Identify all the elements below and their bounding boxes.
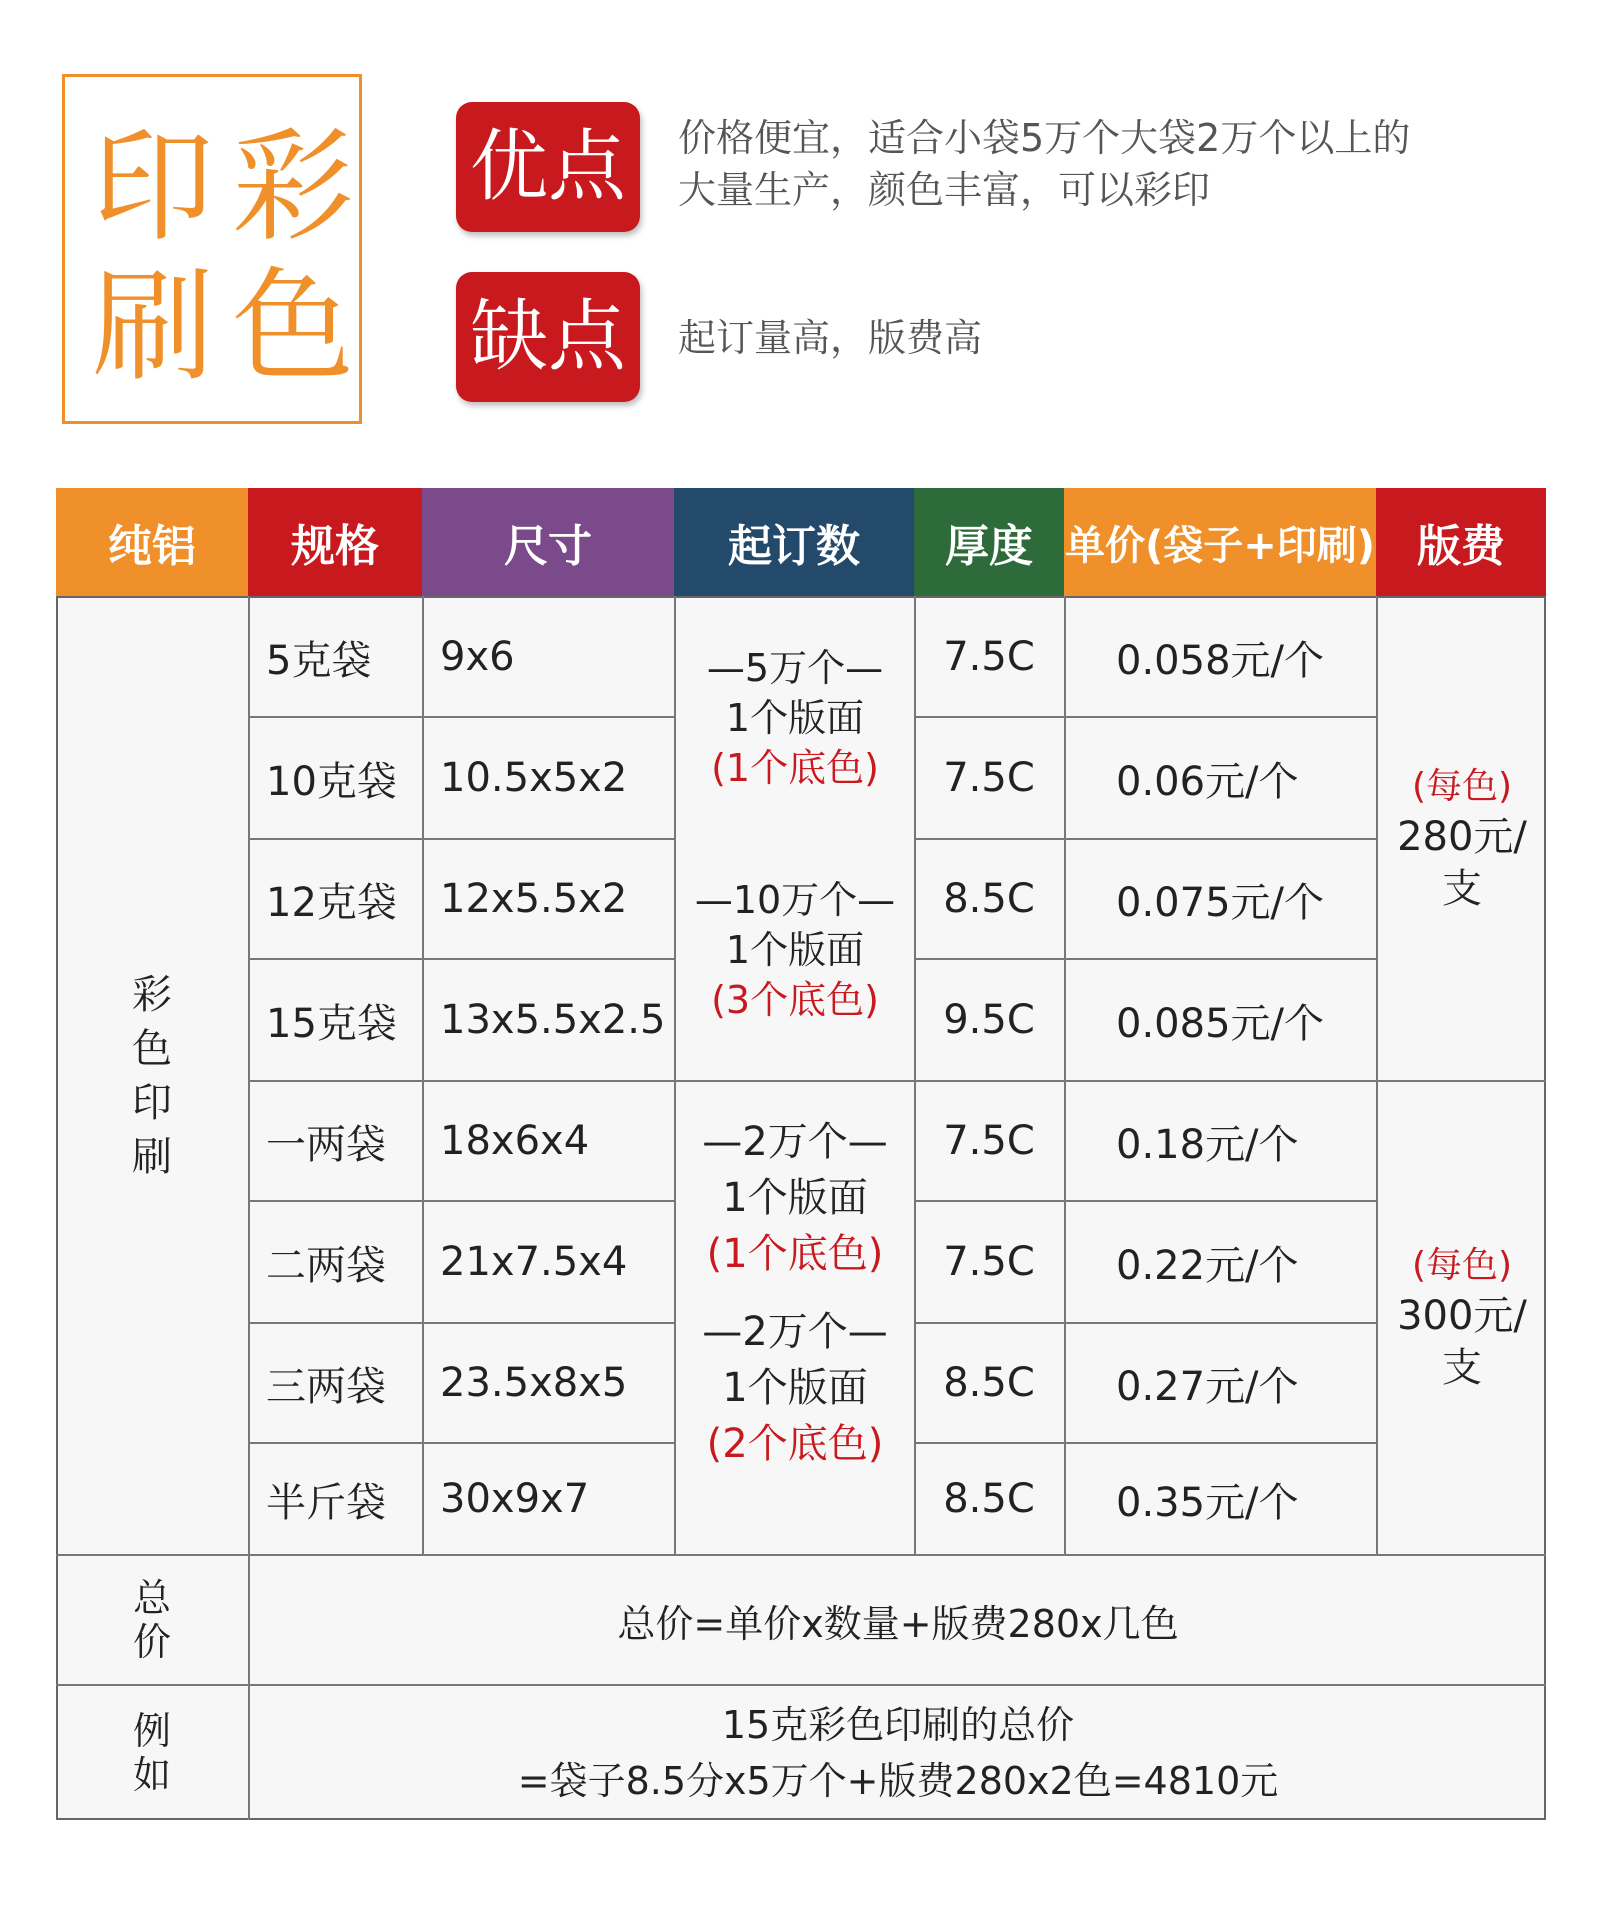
thickness-cell: 9.5C bbox=[943, 997, 1035, 1043]
example-line: 15克彩色印刷的总价 bbox=[721, 1703, 1075, 1747]
thickness-cell: 8.5C bbox=[943, 1360, 1035, 1406]
thickness-cell: 8.5C bbox=[943, 876, 1035, 922]
moq-block bbox=[676, 1098, 914, 1298]
price-cell: 0.22元/个 bbox=[1116, 1242, 1299, 1289]
moq-block bbox=[676, 1288, 914, 1488]
thickness-cell: 8.5C bbox=[943, 1476, 1035, 1522]
header-moq: 起订数 bbox=[674, 488, 914, 596]
pros-line: 价格便宜，适合小袋5万个大袋2万个以上的 bbox=[678, 116, 1411, 160]
spec-cell: 10克袋 bbox=[266, 758, 397, 805]
moq-block bbox=[676, 628, 914, 808]
price-cell: 0.35元/个 bbox=[1116, 1479, 1299, 1526]
price-cell: 0.06元/个 bbox=[1116, 758, 1299, 805]
vertical-char: 刷 bbox=[132, 1134, 172, 1180]
header-aluminum: 纯铝 bbox=[56, 488, 248, 596]
category-label bbox=[56, 596, 248, 1556]
vertical-char: 如 bbox=[132, 1753, 171, 1797]
moq-base-color: (1个底色) bbox=[711, 746, 879, 790]
moq-quantity: —10万个— bbox=[694, 878, 896, 922]
total-formula: 总价=单价x数量+版费280x几色 bbox=[617, 1601, 1179, 1646]
grid-line bbox=[674, 1080, 914, 1082]
moq-base-color: (1个底色) bbox=[706, 1231, 884, 1277]
spec-cell: 半斤袋 bbox=[266, 1479, 386, 1526]
vertical-char: 色 bbox=[132, 1026, 172, 1072]
pros-badge: 优点 bbox=[456, 102, 640, 232]
plate-fee-value: 280元/支 bbox=[1397, 814, 1527, 912]
header-thickness: 厚度 bbox=[914, 488, 1064, 596]
title-text bbox=[83, 117, 353, 397]
spec-cell: 一两袋 bbox=[266, 1121, 386, 1168]
cons-description: 起订量高，版费高 bbox=[678, 316, 983, 360]
title-char: 彩 bbox=[232, 116, 354, 258]
spec-cell: 15克袋 bbox=[266, 1000, 397, 1047]
cons-badge: 缺点 bbox=[456, 272, 640, 402]
plate-fee-value: 300元/支 bbox=[1397, 1293, 1527, 1391]
size-cell: 10.5x5x2 bbox=[440, 755, 628, 801]
price-cell: 0.075元/个 bbox=[1116, 879, 1324, 926]
thickness-cell: 7.5C bbox=[943, 1239, 1035, 1285]
spec-cell: 三两袋 bbox=[266, 1363, 386, 1410]
spec-cell: 二两袋 bbox=[266, 1242, 386, 1289]
size-cell: 12x5.5x2 bbox=[440, 876, 628, 922]
header-unit-price: 单价(袋子+印刷) bbox=[1064, 488, 1376, 596]
example-text bbox=[250, 1686, 1546, 1820]
title-char: 刷 bbox=[92, 256, 214, 398]
moq-block bbox=[676, 860, 914, 1040]
vertical-char: 总 bbox=[132, 1576, 171, 1620]
moq-quantity: —2万个— bbox=[702, 1309, 888, 1355]
vertical-char: 价 bbox=[132, 1620, 171, 1664]
plate-fee-note: (每色) bbox=[1411, 1245, 1513, 1286]
header-spec: 规格 bbox=[248, 488, 422, 596]
vertical-char: 例 bbox=[132, 1709, 171, 1753]
price-cell: 0.27元/个 bbox=[1116, 1363, 1299, 1410]
example-line: =袋子8.5分x5万个+版费280x2色=4810元 bbox=[517, 1759, 1279, 1803]
price-table bbox=[56, 488, 1546, 1820]
moq-base-color: (3个底色) bbox=[711, 978, 879, 1022]
header-plate-fee: 版费 bbox=[1376, 488, 1546, 596]
size-cell: 23.5x8x5 bbox=[440, 1360, 628, 1406]
moq-quantity: —2万个— bbox=[702, 1119, 888, 1165]
spec-cell: 12克袋 bbox=[266, 879, 397, 926]
thickness-cell: 7.5C bbox=[943, 634, 1035, 680]
moq-base-color: (2个底色) bbox=[706, 1421, 884, 1467]
size-cell: 18x6x4 bbox=[440, 1118, 590, 1164]
spec-cell: 5克袋 bbox=[266, 637, 372, 684]
size-cell: 9x6 bbox=[440, 634, 515, 680]
moq-quantity: —5万个— bbox=[706, 646, 884, 690]
vertical-char: 印 bbox=[132, 1080, 172, 1126]
pros-line: 大量生产，颜色丰富，可以彩印 bbox=[678, 168, 1211, 212]
moq-plate: 1个版面 bbox=[722, 1175, 868, 1221]
size-cell: 30x9x7 bbox=[440, 1476, 590, 1522]
price-cell: 0.18元/个 bbox=[1116, 1121, 1299, 1168]
moq-plate: 1个版面 bbox=[722, 1365, 868, 1411]
total-label bbox=[56, 1556, 248, 1684]
title-char: 印 bbox=[92, 116, 214, 258]
moq-plate: 1个版面 bbox=[725, 696, 865, 740]
pros-description bbox=[678, 112, 1498, 216]
title-char: 色 bbox=[232, 256, 354, 398]
plate-fee-cell bbox=[1378, 1082, 1546, 1554]
plate-fee-note: (每色) bbox=[1411, 766, 1513, 807]
size-cell: 13x5.5x2.5 bbox=[440, 997, 666, 1043]
example-label bbox=[56, 1686, 248, 1820]
price-cell: 0.085元/个 bbox=[1116, 1000, 1324, 1047]
plate-fee-cell bbox=[1378, 598, 1546, 1080]
title-frame bbox=[62, 74, 360, 424]
vertical-char: 彩 bbox=[132, 972, 172, 1018]
header-size: 尺寸 bbox=[422, 488, 674, 596]
thickness-cell: 7.5C bbox=[943, 755, 1035, 801]
thickness-cell: 7.5C bbox=[943, 1118, 1035, 1164]
price-cell: 0.058元/个 bbox=[1116, 637, 1324, 684]
moq-plate: 1个版面 bbox=[725, 928, 865, 972]
size-cell: 21x7.5x4 bbox=[440, 1239, 628, 1285]
